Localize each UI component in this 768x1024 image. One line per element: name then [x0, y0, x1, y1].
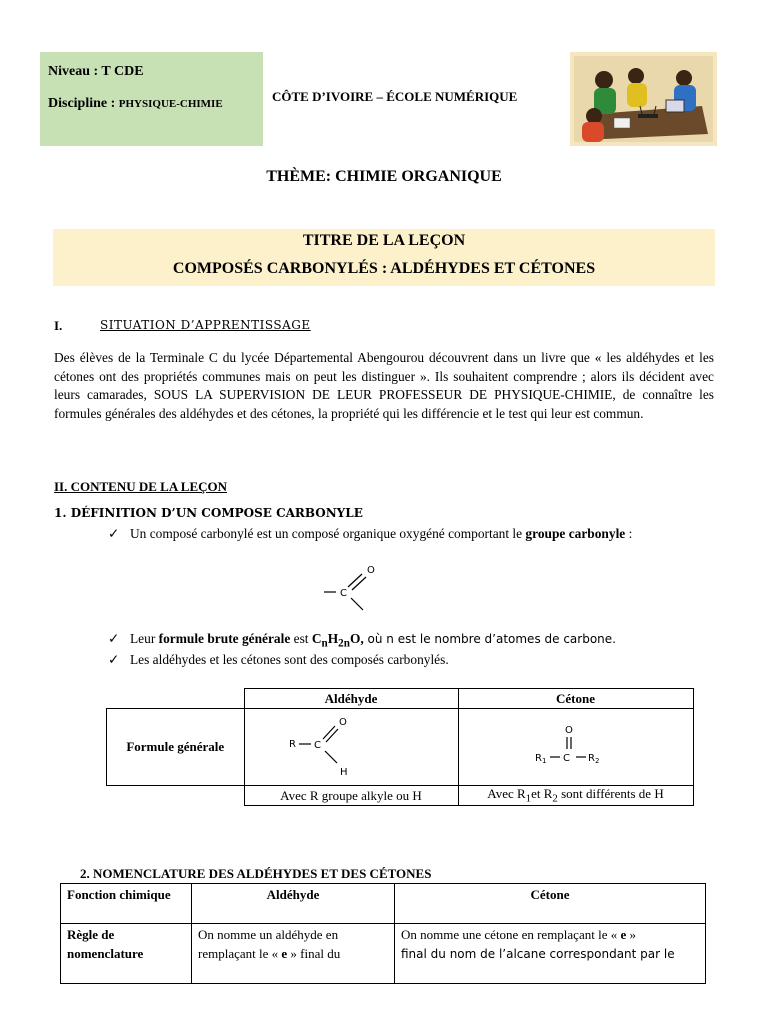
cet-r2 — [588, 753, 599, 765]
section1-number: I. — [54, 318, 63, 333]
checkmark-icon: ✓ — [108, 631, 120, 646]
ald-double-bond-1 — [323, 726, 335, 739]
header-info-box — [40, 52, 263, 146]
bullet2-bold: formule brute générale — [158, 631, 291, 646]
general-formula — [311, 631, 364, 650]
aldehyde-formula-cell — [244, 709, 458, 786]
bullet1-bold: groupe carbonyle — [525, 526, 626, 541]
situation-paragraph: Des élèves de la Terminale C du lycée Départemental Abengourou découvrent dans un livre que « les aldéhydes et les cétones ont des propriétés communes mais on peut les distinguer ». Ils souhaitent comprendre ; alors ils décident avec leurs camarades, SOUS LA SUPERVISION DE LEUR PROFESSEUR DE PHYSIQUE-CHIMIE, de connaître les formules générales des aldéhydes et des cétones, la propriété qui les différencie et le test qui leur est commun. — [54, 350, 714, 421]
bullet-definition — [108, 526, 632, 542]
header-aldehyde: Aldéhyde — [244, 689, 458, 709]
theme-heading: THÈME: CHIMIE ORGANIQUE — [266, 168, 502, 185]
level-label: Niveau : — [48, 64, 102, 79]
cetone-note — [458, 786, 693, 806]
cet-note-1: 1 — [525, 792, 532, 805]
subsection1-title: 1. DÉFINITION D’UN COMPOSE CARBONYLE — [54, 506, 363, 520]
discipline-value: PHYSIQUE-CHIMIE — [118, 98, 223, 110]
carbon-atom: C — [340, 588, 347, 599]
bullet-carbonyl-compounds — [108, 652, 449, 668]
double-bond-2 — [352, 577, 366, 590]
cet-note-end: sont différents de H — [557, 786, 664, 802]
cet-r2-letter: R — [587, 753, 595, 764]
cetone-rule — [395, 924, 706, 984]
bullet2-mid: est — [290, 631, 312, 646]
row-label-nomenclature: Règle de nomenclature — [61, 924, 192, 984]
checkmark-icon: ✓ — [108, 652, 120, 667]
section1-title: SITUATION D’APPRENTISSAGE — [100, 318, 311, 332]
cet-o: O — [564, 725, 573, 736]
aldehyde-structure-diagram — [283, 711, 383, 781]
ald-rule-1: On nomme un aldéhyde en remplaçant le « — [198, 927, 339, 961]
ald-double-bond-2 — [326, 729, 338, 742]
formula-n: n — [321, 637, 328, 650]
level-value: T CDE — [101, 64, 144, 79]
header-cetone: Cétone — [458, 689, 693, 709]
cet-rule-1: On nomme une cétone en remplaçant le « — [401, 927, 621, 942]
bullet1-text: Un composé carbonylé est un composé organique oxygéné comportant le — [130, 526, 526, 541]
cetone-formula-cell — [458, 709, 693, 786]
lesson-title-box — [53, 229, 715, 286]
bullet2-pre: Leur — [130, 631, 159, 646]
general-formula-table — [106, 688, 694, 806]
aldehyde-note: Avec R groupe alkyle ou H — [244, 786, 458, 806]
ald-rule-2: » final du — [287, 946, 341, 961]
lesson-title: COMPOSÉS CARBONYLÉS : ALDÉHYDES ET CÉTONES — [172, 260, 596, 277]
header-aldehyde-nom: Aldéhyde — [192, 884, 395, 924]
formula-h: H — [327, 631, 339, 646]
classroom-image-icon — [574, 56, 713, 142]
cet-rule-e: e — [620, 927, 627, 942]
bullet1-end: : — [625, 526, 633, 541]
section2-title: II. CONTENU DE LA LEÇON — [54, 479, 228, 494]
row-label-formula: Formule générale — [107, 709, 245, 786]
aldehyde-rule — [192, 924, 395, 984]
lesson-label: TITRE DE LA LEÇON — [302, 232, 466, 249]
level-line — [48, 64, 263, 80]
nomenclature-table — [60, 883, 706, 984]
checkmark-icon: ✓ — [108, 526, 120, 541]
formula-o: O, — [349, 631, 364, 646]
cet-note-2: 2 — [552, 792, 558, 805]
ald-h: H — [339, 767, 348, 778]
school-name: CÔTE D’IVOIRE – ÉCOLE NUMÉRIQUE — [272, 89, 518, 104]
ald-o: O — [338, 717, 347, 728]
lower-bond — [351, 598, 363, 610]
bullet-formula — [108, 631, 616, 650]
formula-2n: 2n — [338, 637, 350, 650]
header-fonction: Fonction chimique — [61, 884, 192, 924]
classroom-illustration — [570, 52, 717, 146]
ald-h-bond — [325, 751, 337, 763]
empty-cell — [107, 689, 245, 709]
ald-c: C — [313, 740, 321, 751]
bullet3-text: Les aldéhydes et les cétones sont des composés carbonylés. — [130, 652, 449, 667]
cet-c: C — [562, 753, 570, 764]
header-cetone-nom: Cétone — [395, 884, 706, 924]
cet-r1-letter: R — [534, 753, 542, 764]
cetone-structure-diagram — [531, 711, 641, 781]
empty-cell — [107, 786, 245, 806]
discipline-label: Discipline : — [48, 96, 119, 111]
subsection2-title: 2. NOMENCLATURE DES ALDÉHYDES ET DES CÉTONES — [80, 866, 432, 881]
ald-rule-e: e — [281, 946, 288, 961]
oxygen-atom: O — [367, 565, 375, 576]
cet-rule-2: » — [626, 927, 637, 942]
discipline-line — [48, 96, 263, 112]
cet-rule-3: final du nom de l’alcane correspondant par le — [401, 947, 675, 961]
ald-r: R — [288, 739, 296, 750]
cet-note-mid: et R — [531, 786, 553, 802]
formula-c: C — [311, 631, 322, 646]
cet-r1-index: 1 — [541, 757, 546, 765]
bullet2-end: où n est le nombre d’atomes de carbone. — [363, 632, 616, 646]
cet-r2-index: 2 — [594, 757, 599, 765]
cet-note-pre: Avec R — [487, 786, 526, 802]
carbonyl-group-diagram — [318, 560, 388, 616]
cet-r1 — [535, 753, 546, 765]
double-bond-1 — [348, 574, 362, 587]
